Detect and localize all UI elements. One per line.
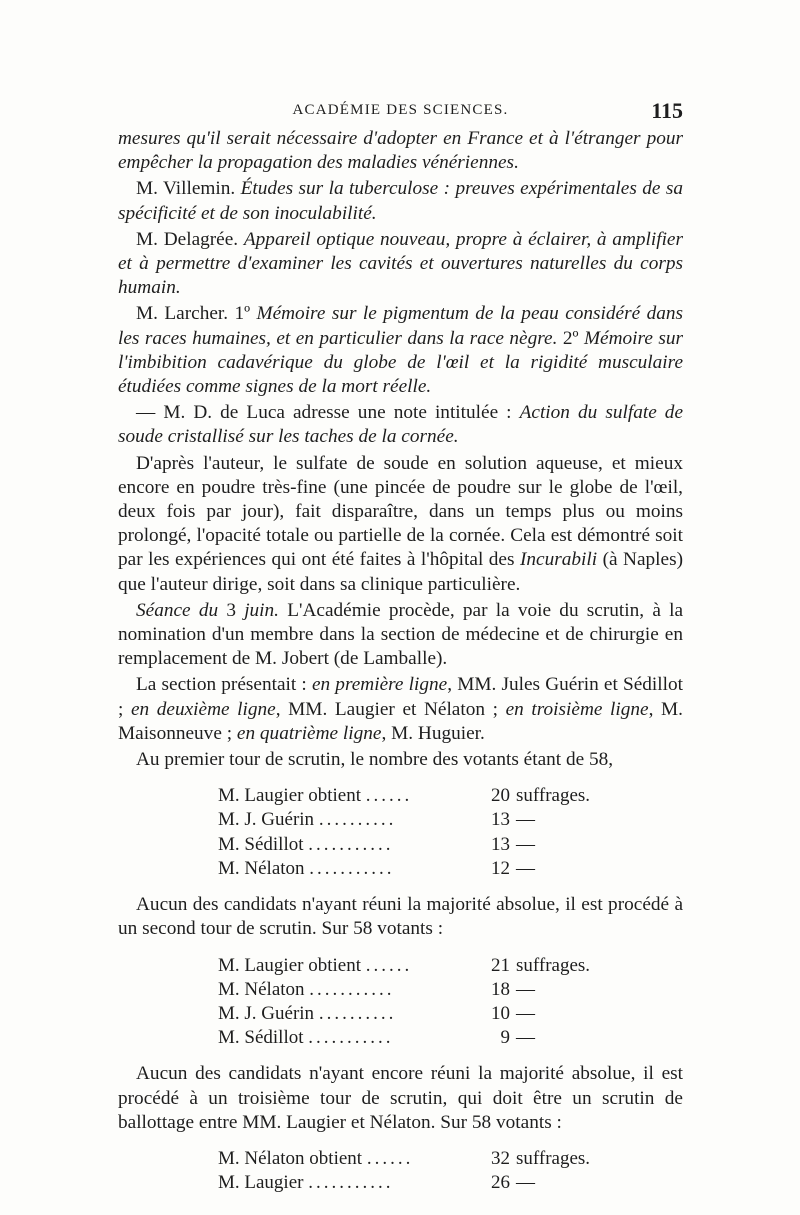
ballot-row [218,1002,626,1026]
ballot-candidate-cell [218,784,468,808]
candidate-name: M. J. Guérin [218,809,315,831]
paragraph-de-luca [118,401,683,449]
ballot-candidate-cell [218,978,468,1002]
text-run: , MM. Jules Guérin et Sédillot ; [118,674,683,720]
page-header [118,100,683,126]
ballot-row [218,954,626,978]
ballot-row [218,1171,626,1195]
text-run: M. Larcher. 1º [136,303,257,325]
vote-count: 26 [491,1172,510,1194]
paragraph-section [118,673,683,746]
candidate-name: M. Nélaton [218,857,305,879]
italic-text-run: Appareil optique nouveau, propre à éclairer, à amplifier et à permettre d'examiner les cavités et ouvertures naturelles du corps humain. [118,228,683,299]
italic-text-run: en troisième ligne [505,698,649,720]
ballot-candidate-cell [218,808,468,832]
candidate-name: M. Laugier obtient [218,785,361,807]
dot-leader: ...... [365,954,413,976]
italic-text-run: en quatrième ligne [236,722,382,744]
ballot-row [218,978,626,1002]
text-run: D'après l'auteur, le sulfate de soude en solution aqueuse, et mieux encore en poudre très-fine (une pincée de poudre sur le globe de l'œil, deux fois par jour), fait disparaître, dans un temps plus ou moins prolongé, l'opacité totale ou partielle de la cornée. Cela est démontré soit par les expériences qui ont été faites à l'hôpital des [118,452,683,571]
vote-count: 13 [491,833,510,855]
text-run: M. Villemin. [136,178,241,200]
vote-unit: suffrages. [516,954,591,976]
vote-unit: — [516,1002,535,1024]
vote-count: 21 [491,954,510,976]
ballot-row [218,784,626,808]
text-run: Aucun des candidats n'ayant encore réuni la majorité absolue, il est procédé à un troisième tour de scrutin, qui doit être un scrutin de ballottage entre MM. Laugier et Nélaton. Sur 58 votants : [118,1063,683,1133]
vote-unit: — [516,1027,535,1049]
candidate-name: M. Sédillot [218,833,304,855]
dot-leader: ........... [308,1172,394,1194]
text-run: Au premier tour de scrutin, le nombre des votants étant de 58, [136,749,614,771]
ballot-table-third [218,1147,626,1195]
italic-text-run: juin. [244,599,280,621]
vote-count: 10 [491,1002,510,1024]
italic-text-run: Mémoire sur l'imbibition cadavérique du globe de l'œil et la rigidité musculaire étudiées comme signes de la mort réelle. [118,327,683,398]
ballot-candidate-cell [218,954,468,978]
text-run: , M. Huguier. [381,722,485,744]
document-body [118,127,683,1207]
paragraph-sulfate [118,452,683,597]
candidate-name: M. J. Guérin [218,1002,315,1024]
ballot-candidate-cell [218,1171,468,1195]
paragraph-continuation [118,127,683,175]
ballot-row [218,808,626,832]
paragraph-larcher [118,302,683,399]
dot-leader: ........... [309,978,395,1000]
dot-leader: ........... [308,833,394,855]
ballot-table-second [218,954,626,1051]
vote-unit: suffrages. [516,785,591,807]
dot-leader: ...... [366,1147,414,1169]
paragraph-third-round [118,1062,683,1135]
ballot-candidate-cell [218,1002,468,1026]
dot-leader: ...... [365,785,413,807]
italic-text-run: Mémoire sur le pigmentum de la peau considéré dans les races humaines, et en particulier dans la race nègre. [118,303,683,349]
italic-text-run: Action du sulfate de soude cristallisé sur les taches de la cornée. [118,402,684,448]
text-run: (à Naples) que l'auteur dirige, soit dans sa clinique particulière. [118,549,683,595]
candidate-name: M. Nélaton obtient [218,1147,363,1169]
text-run: 2º [557,327,584,349]
text-run: , MM. Laugier et Nélaton ; [275,698,506,720]
italic-text-run: mesures qu'il serait nécessaire d'adopter en France et à l'étranger pour empêcher la propagation des maladies vénériennes. [118,128,683,174]
dot-leader: ........... [308,1027,394,1049]
text-run: La section présentait : [136,674,312,696]
vote-count: 9 [500,1027,510,1049]
paragraph-first-round [118,748,683,772]
italic-text-run: en première ligne [311,674,448,696]
text-run: Aucun des candidats n'ayant réuni la majorité absolue, il est procédé à un second tour de scrutin. Sur 58 votants : [118,894,683,940]
italic-text-run: Études sur la tuberculose : preuves expérimentales de sa spécificité et de son inoculabilité. [118,178,684,224]
vote-count: 12 [491,857,510,879]
paragraph-delagree [118,228,683,301]
vote-unit: suffrages. [516,1147,591,1169]
text-run: M. Delagrée. [136,228,244,250]
vote-unit: — [516,1172,535,1194]
ballot-candidate-cell [218,1026,468,1050]
ballot-candidate-cell [218,1147,468,1171]
text-run: 3 [218,599,245,621]
ballot-candidate-cell [218,833,468,857]
paragraph-seance [118,599,683,672]
vote-count: 13 [491,809,510,831]
paragraph-villemin [118,177,683,225]
ballot-row [218,1026,626,1050]
vote-unit: — [516,857,535,879]
vote-count: 18 [491,978,510,1000]
ballot-candidate-cell [218,857,468,881]
vote-unit: — [516,809,535,831]
text-run: L'Académie procède, par la voie du scrutin, à la nomination d'un membre dans la section de médecine et de chirurgie en remplacement de M. Jobert (de Lamballe). [118,599,684,670]
vote-count: 20 [491,785,510,807]
vote-unit: — [516,978,535,1000]
page-number: 115 [651,98,683,123]
dot-leader: .......... [318,809,397,831]
vote-unit: — [516,833,535,855]
candidate-name: M. Sédillot [218,1027,304,1049]
ballot-row [218,833,626,857]
vote-count: 32 [491,1147,510,1169]
dot-leader: .......... [318,1002,397,1024]
candidate-name: M. Laugier obtient [218,954,361,976]
italic-text-run: en deuxième ligne [130,698,276,720]
ballot-row [218,857,626,881]
italic-text-run: Incurabili [519,549,598,571]
ballot-table-first [218,784,626,881]
text-run: , M. Maisonneuve ; [118,698,683,744]
ballot-row [218,1147,626,1171]
text-run: — M. D. de Luca adresse une note intitulée : [136,402,520,424]
candidate-name: M. Nélaton [218,978,305,1000]
candidate-name: M. Laugier [218,1172,304,1194]
running-title: ACADÉMIE DES SCIENCES. [292,102,509,118]
italic-text-run: Séance du [136,599,219,621]
dot-leader: ........... [309,857,395,879]
paragraph-second-round [118,893,683,941]
